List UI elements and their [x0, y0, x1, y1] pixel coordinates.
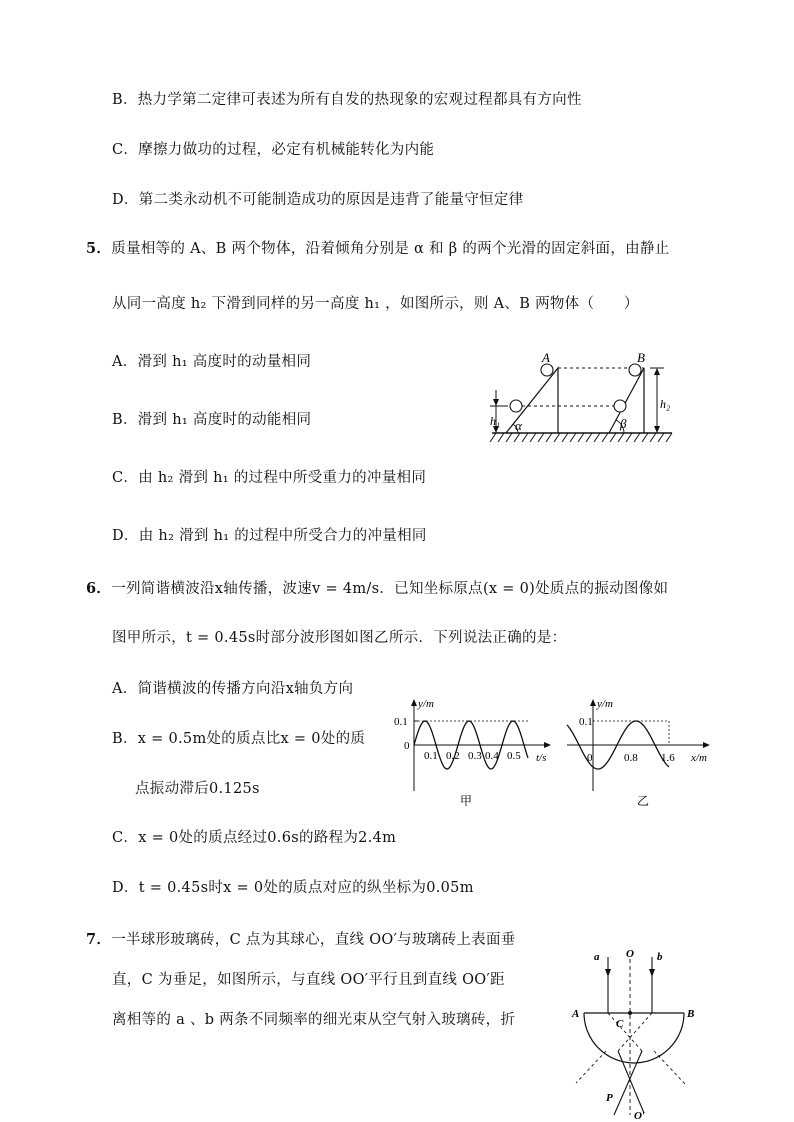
point-o2-label: O′ [634, 1110, 646, 1120]
yi-ylabel: y/m [597, 698, 613, 710]
label-alpha: α [515, 418, 522, 433]
q6-stem-text1: 一列简谐横波沿x轴传播，波速v = 4m/s．已知坐标原点(x = 0)处质点的振动图像如 [111, 581, 669, 597]
hemisphere-outline [584, 1013, 684, 1063]
q4-option-b: B．热力学第二定律可表述为所有自发的热现象的宏观过程都具有方向性 [112, 92, 582, 108]
q6-option-b-line2: 点振动滞后0.125s [135, 781, 260, 797]
jia-origin: 0 [404, 740, 410, 752]
q5-option-d: D．由 h₂ 滑到 h₁ 的过程中所受合力的冲量相同 [112, 528, 427, 544]
q7-stem-line1 [86, 928, 516, 949]
q6-number: 6． [86, 580, 112, 597]
point-c-label: C [616, 1018, 624, 1030]
yi-xtick-1: 1.6 [661, 752, 675, 764]
q5-incline-figure [486, 348, 680, 446]
q5-option-a: A．滑到 h₁ 高度时的动量相同 [112, 354, 312, 370]
yi-xtick-0: 0.8 [624, 752, 638, 764]
point-p-label: P [606, 1092, 613, 1104]
jia-xtick-2: 0.3 [468, 750, 482, 762]
label-beta: β [620, 416, 627, 431]
ball-b-bottom [614, 400, 626, 412]
q6-stem-line1 [86, 577, 668, 598]
jia-xtick-0: 0.1 [424, 750, 438, 762]
yi-ytick: 0.1 [579, 716, 593, 728]
q5-stem-text1: 质量相等的 A、B 两个物体，沿着倾角分别是 α 和 β 的两个光滑的固定斜面，由静止 [111, 241, 670, 257]
q5-number: 5． [86, 240, 112, 257]
ball-b-top [629, 364, 641, 376]
point-o-label: O [626, 948, 634, 960]
point-b-label: B [687, 1008, 695, 1020]
ball-a-top [541, 364, 553, 376]
q7-stem-line3: 离相等的 a 、b 两条不同频率的细光束从空气射入玻璃砖，折 [112, 1012, 516, 1028]
q6-option-c: C．x = 0处的质点经过0.6s的路程为2.4m [112, 830, 397, 846]
ball-a-bottom [510, 400, 522, 412]
jia-caption: 甲 [460, 794, 473, 808]
q7-stem-text1: 一半球形玻璃砖，C 点为其球心，直线 OO′与玻璃砖上表面垂 [111, 932, 516, 948]
jia-xtick-1: 0.2 [446, 750, 460, 762]
jia-xlabel: t/s [536, 752, 547, 764]
ray-a-label: a [594, 951, 600, 963]
point-a-label: A [572, 1008, 580, 1020]
q6-stem-line2: 图甲所示，t = 0.45s时部分波形图如图乙所示．下列说法正确的是： [112, 630, 567, 646]
yi-caption: 乙 [637, 794, 650, 808]
q6-figure-yi [565, 695, 730, 810]
q6-option-b-line1: B．x = 0.5m处的质点比x = 0处的质 [112, 731, 366, 747]
yi-origin: 0 [587, 752, 593, 764]
q4-option-d: D．第二类永动机不可能制造成功的原因是违背了能量守恒定律 [112, 192, 524, 208]
q7-number: 7． [86, 931, 112, 948]
q7-stem-line2: 直，C 为垂足，如图所示，与直线 OO′平行且到直线 OO′距 [112, 972, 505, 988]
q6-option-d: D．t = 0.45s时x = 0处的质点对应的纵坐标为0.05m [112, 880, 474, 896]
q7-hemisphere-figure [566, 945, 706, 1120]
jia-xtick-3: 0.4 [485, 750, 499, 762]
q5-option-b: B．滑到 h₁ 高度时的动能相同 [112, 412, 312, 428]
q5-stem-line2: 从同一高度 h₂ 下滑到同样的另一高度 h₁ ，如图所示，则 A、B 两物体（ ） [112, 296, 639, 312]
jia-ytick: 0.1 [394, 716, 408, 728]
label-b: B [637, 350, 645, 365]
q5-stem-line1 [86, 237, 670, 258]
jia-ylabel: y/m [418, 698, 434, 710]
q4-option-c: C．摩擦力做功的过程，必定有机械能转化为内能 [112, 142, 435, 158]
q6-figure-jia [370, 695, 560, 810]
label-a: A [542, 350, 550, 365]
q6-option-a: A．简谐横波的传播方向沿x轴负方向 [112, 681, 354, 697]
label-h1: h₁ [490, 414, 501, 428]
ground-hatch [490, 433, 672, 442]
yi-xlabel: x/m [691, 752, 707, 764]
q5-option-c: C．由 h₂ 滑到 h₁ 的过程中所受重力的冲量相同 [112, 470, 427, 486]
label-h2: h₂ [660, 397, 671, 411]
jia-xtick-4: 0.5 [507, 750, 521, 762]
ray-b-label: b [657, 951, 663, 963]
